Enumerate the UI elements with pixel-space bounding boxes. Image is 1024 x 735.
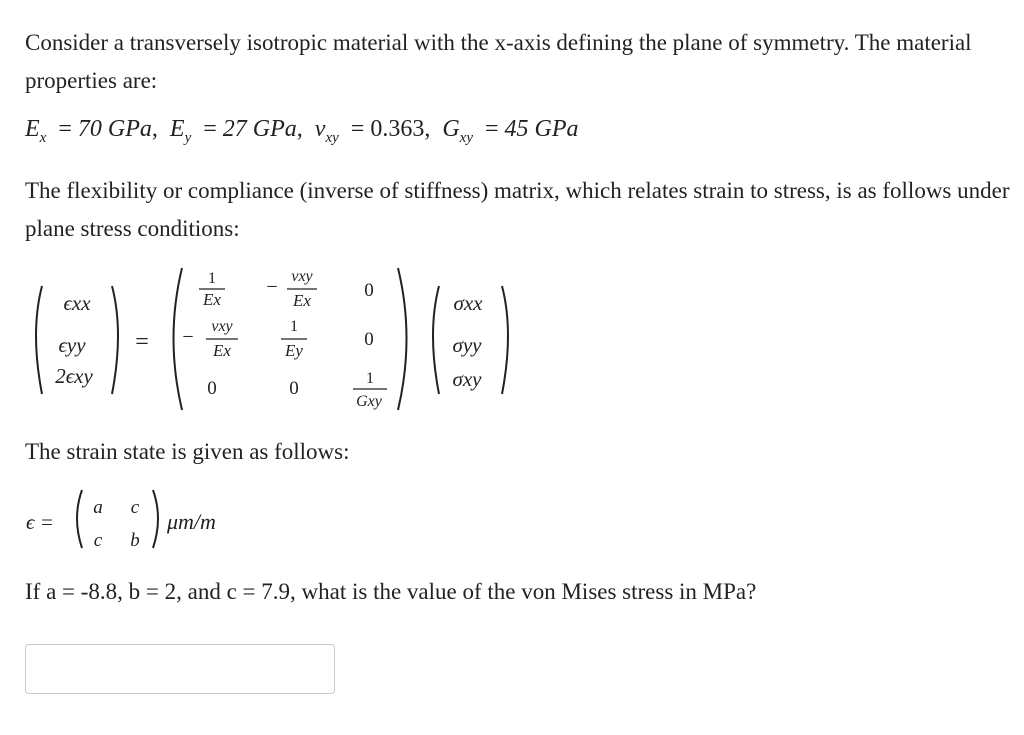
ex-value: 70 GPa <box>77 116 152 142</box>
m21-den: Ex <box>213 341 231 360</box>
m22-num: 1 <box>290 318 298 335</box>
m11-den: Ex <box>203 290 221 309</box>
m11-num: 1 <box>208 270 216 287</box>
equals-sign: = <box>135 329 149 355</box>
stress-yy: σyy <box>452 333 482 357</box>
strain-2xy: 2ϵxy <box>55 364 93 388</box>
strain-m11: a <box>93 497 103 518</box>
nu-value: 0.363 <box>370 116 425 142</box>
m12-num: νxy <box>291 268 313 285</box>
material-properties-equation: $E_x = 70$ GPa, $E_y = 27$ GPa, $\nu_{xy} = 0.363$, $G_{xy} = 45$ GPa <box>25 116 579 146</box>
m13: 0 <box>364 280 374 301</box>
answer-input[interactable] <box>25 644 335 694</box>
m33-den: Gxy <box>356 393 382 410</box>
matrix-left-paren <box>174 268 183 410</box>
flexibility-text: The flexibility or compliance (inverse of stiffness) matrix, which relates strain to stress, is as follows under plane stress conditions: <box>25 178 1010 241</box>
m31: 0 <box>207 378 217 399</box>
g-value: 45 GPa <box>504 116 579 142</box>
question-text: If a = -8.8, b = 2, and c = 7.9, what is the value of the von Mises stress in MPa? <box>25 579 757 604</box>
m22-den: Ey <box>285 341 303 360</box>
m32: 0 <box>289 378 299 399</box>
intro-text: Consider a transversely isotropic material with the x-axis defining the plane of symmetry. The material properties are: <box>25 30 972 93</box>
m23: 0 <box>364 329 374 350</box>
stress-xx: σxx <box>453 291 483 315</box>
m33-num: 1 <box>366 370 374 387</box>
stress-xy: σxy <box>452 367 482 391</box>
m21-num: νxy <box>211 318 233 335</box>
stress-vector-right-paren <box>502 286 508 394</box>
strain-m21: c <box>93 530 103 551</box>
strain-matrix-left-paren <box>77 490 82 548</box>
stress-vector-left-paren <box>433 286 439 394</box>
m21-minus: − <box>182 326 194 348</box>
strain-yy: ϵyy <box>58 333 86 357</box>
m12-den: Ex <box>293 291 311 310</box>
strain-xx: ϵxx <box>63 291 91 315</box>
strain-eps-symbol: ϵ = <box>26 510 54 534</box>
ey-value: 27 GPa <box>222 116 297 142</box>
strain-m12: c <box>130 497 140 518</box>
strain-state-text: The strain state is given as follows: <box>25 439 350 464</box>
strain-vector-right-paren <box>112 286 118 394</box>
strain-unit: μm/m <box>167 509 216 534</box>
strain-vector-left-paren <box>36 286 42 394</box>
matrix-right-paren <box>398 268 407 410</box>
m12-minus: − <box>266 276 278 298</box>
strain-matrix-right-paren <box>153 490 158 548</box>
strain-m22: b <box>130 530 140 551</box>
